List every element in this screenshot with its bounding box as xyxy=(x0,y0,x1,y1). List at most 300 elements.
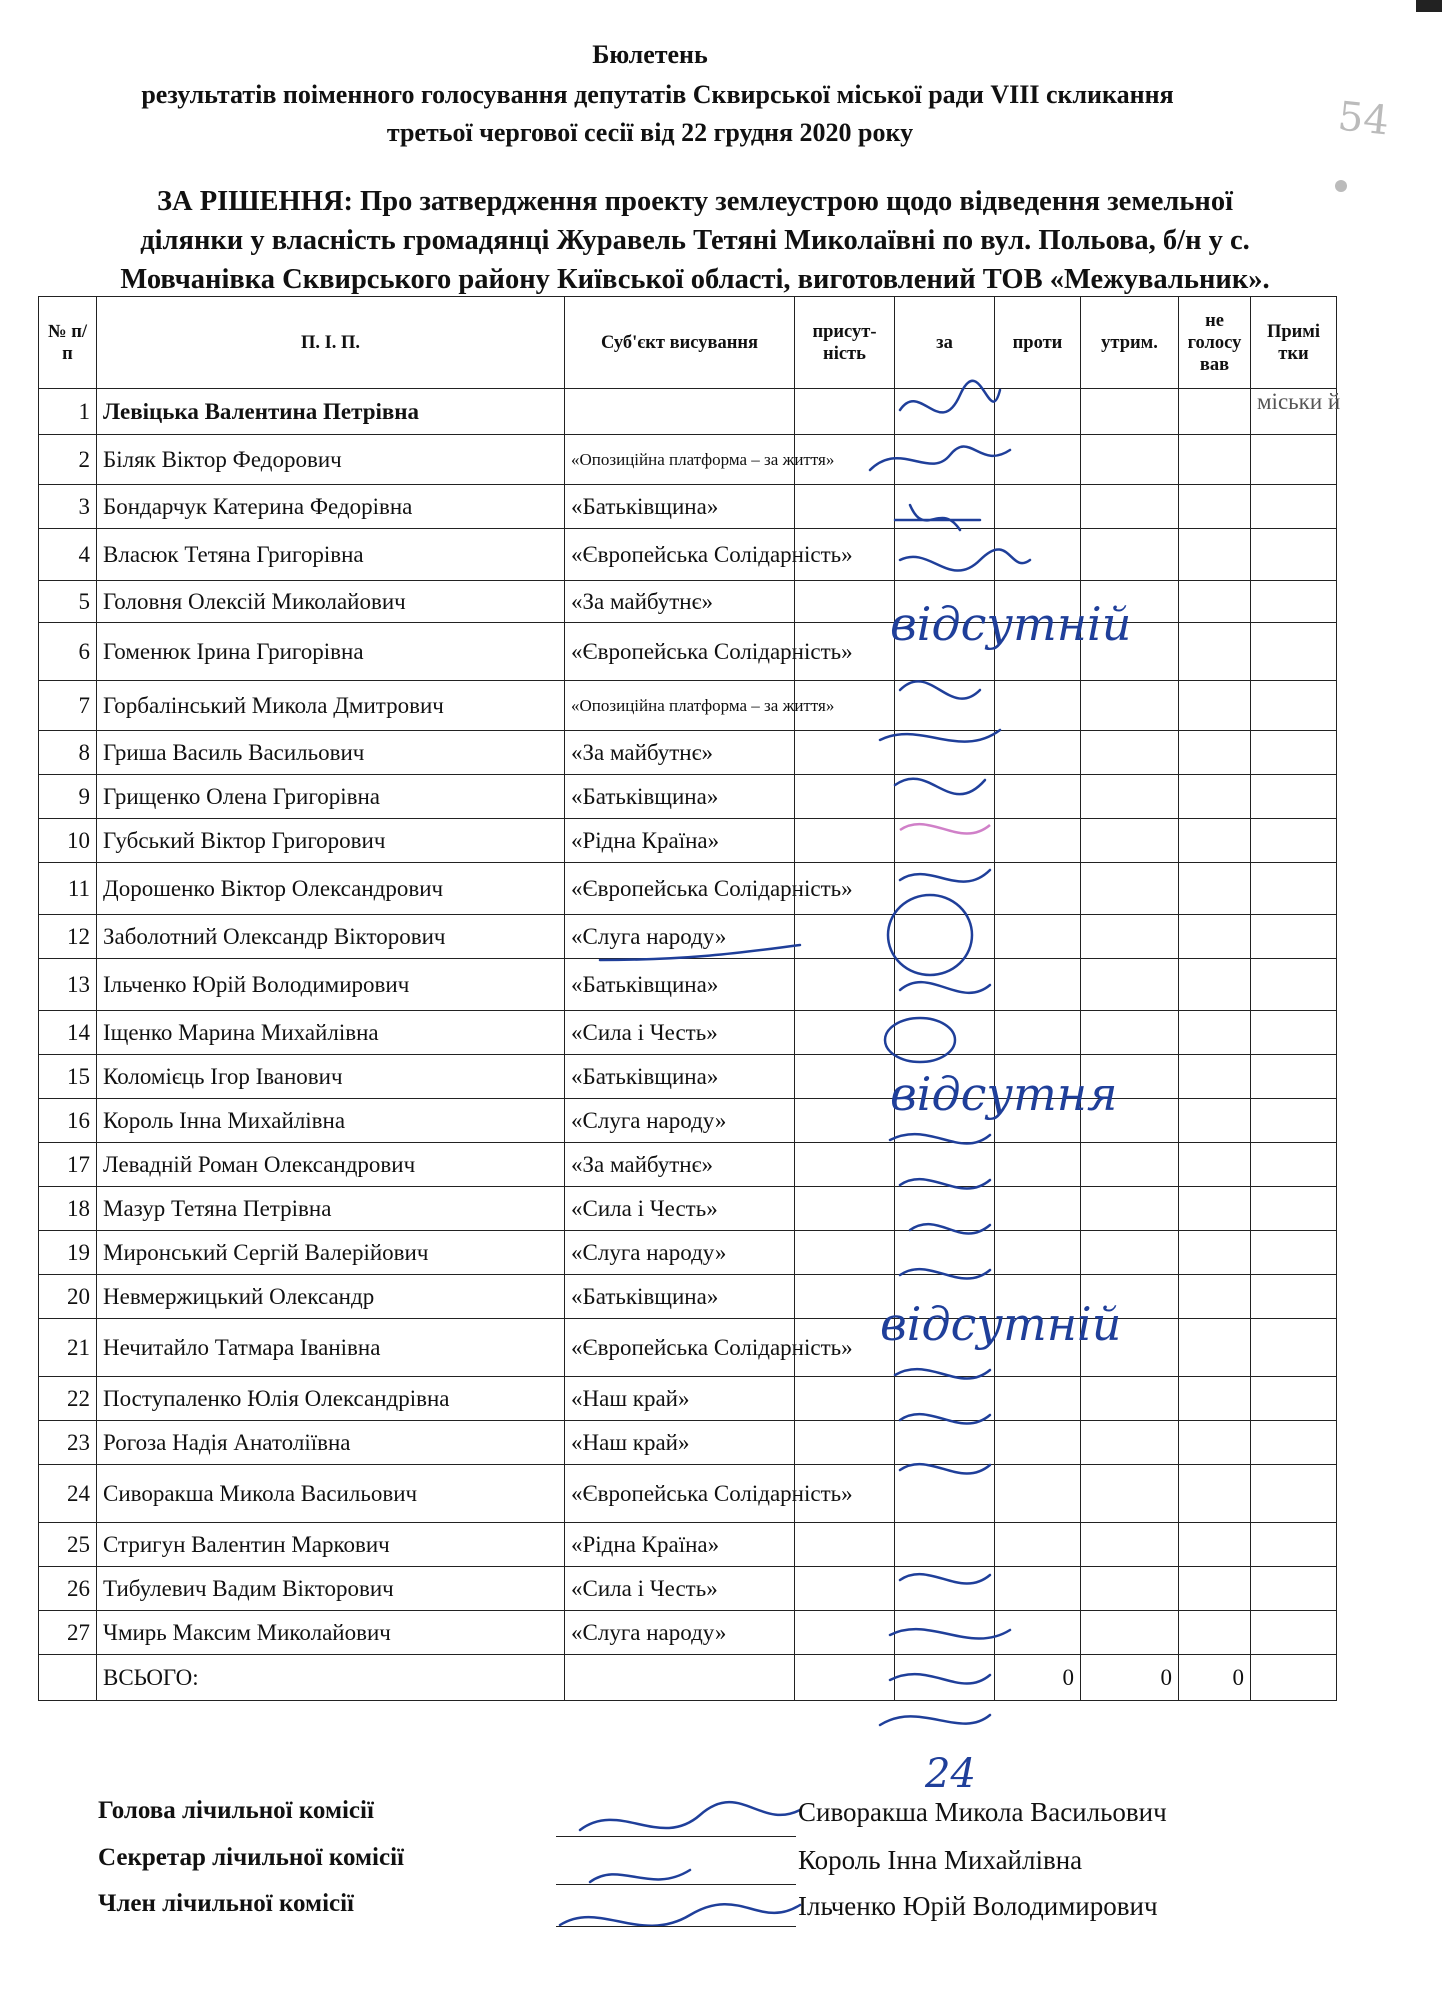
vote-cell-for xyxy=(895,529,995,581)
party: «Батьківщина» xyxy=(565,959,795,1011)
vote-cell-against xyxy=(995,623,1081,681)
vote-cell-not_voted xyxy=(1179,581,1251,623)
table-row xyxy=(39,1567,1337,1611)
vote-cell-not_voted xyxy=(1179,681,1251,731)
row-note xyxy=(1251,863,1337,915)
col-notes: Примі тки xyxy=(1251,297,1337,389)
row-number: 9 xyxy=(39,775,97,819)
row-note xyxy=(1251,775,1337,819)
vote-cell-abstain xyxy=(1081,731,1179,775)
footer-name-secretary: Король Інна Михайлівна xyxy=(798,1845,1083,1875)
vote-cell-present xyxy=(795,1143,895,1187)
party: «Батьківщина» xyxy=(565,485,795,529)
table-row xyxy=(39,485,1337,529)
party: «Європейська Солідарність» xyxy=(565,863,795,915)
party: «Опозиційна платформа – за життя» xyxy=(565,681,795,731)
handwritten-total-for: 24 xyxy=(925,1751,976,1797)
signature-line xyxy=(556,1836,796,1837)
vote-cell-for xyxy=(895,1465,995,1523)
table-row xyxy=(39,915,1337,959)
vote-cell-not_voted xyxy=(1179,1377,1251,1421)
table-row xyxy=(39,775,1337,819)
row-note xyxy=(1251,1611,1337,1655)
scan-corner-mark xyxy=(1416,0,1442,12)
table-header-row xyxy=(39,297,1337,389)
vote-cell-against xyxy=(995,1611,1081,1655)
totals-label: ВСЬОГО: xyxy=(97,1655,565,1701)
vote-cell-against xyxy=(995,1187,1081,1231)
vote-cell-against xyxy=(995,1465,1081,1523)
vote-cell-against xyxy=(995,959,1081,1011)
col-present: присут-ність xyxy=(795,297,895,389)
row-number: 4 xyxy=(39,529,97,581)
row-number: 5 xyxy=(39,581,97,623)
vote-cell-for xyxy=(895,1377,995,1421)
vote-cell-for xyxy=(895,1187,995,1231)
vote-cell-abstain xyxy=(1081,1523,1179,1567)
vote-cell-for xyxy=(895,1055,995,1099)
signature-line xyxy=(556,1926,796,1927)
row-note xyxy=(1251,1099,1337,1143)
row-note xyxy=(1251,1421,1337,1465)
vote-cell-for xyxy=(895,1567,995,1611)
vote-cell-against xyxy=(995,915,1081,959)
vote-cell-not_voted xyxy=(1179,1567,1251,1611)
vote-cell-abstain xyxy=(1081,915,1179,959)
vote-cell-against xyxy=(995,1011,1081,1055)
row-number: 7 xyxy=(39,681,97,731)
vote-cell-not_voted xyxy=(1179,1011,1251,1055)
vote-cell-abstain xyxy=(1081,389,1179,435)
vote-cell-against xyxy=(995,863,1081,915)
table-row xyxy=(39,819,1337,863)
footer-name-chair: Сиворакша Микола Васильович xyxy=(798,1797,1167,1827)
row-note xyxy=(1251,819,1337,863)
row-number: 1 xyxy=(39,389,97,435)
row-number: 19 xyxy=(39,1231,97,1275)
deputy-name: Дорошенко Віктор Олександрович xyxy=(97,863,565,915)
vote-cell-abstain xyxy=(1081,819,1179,863)
table-row xyxy=(39,1187,1337,1231)
table-row xyxy=(39,1143,1337,1187)
vote-cell-abstain xyxy=(1081,1055,1179,1099)
vote-cell-for xyxy=(895,863,995,915)
handwritten-absent-14: відсутня xyxy=(890,1067,1118,1121)
vote-cell-for xyxy=(895,435,995,485)
row-note xyxy=(1251,435,1337,485)
vote-cell-against xyxy=(995,1143,1081,1187)
vote-cell-not_voted xyxy=(1179,485,1251,529)
vote-cell-against xyxy=(995,1377,1081,1421)
party: «За майбутнє» xyxy=(565,731,795,775)
vote-cell-not_voted xyxy=(1179,1275,1251,1319)
vote-cell-not_voted xyxy=(1179,1055,1251,1099)
row-note xyxy=(1251,581,1337,623)
table-row xyxy=(39,1421,1337,1465)
party: «Слуга народу» xyxy=(565,1231,795,1275)
vote-cell-not_voted xyxy=(1179,959,1251,1011)
vote-cell-not_voted xyxy=(1179,1143,1251,1187)
vote-cell-abstain xyxy=(1081,681,1179,731)
deputy-name: Рогоза Надія Анатоліївна xyxy=(97,1421,565,1465)
vote-cell-abstain xyxy=(1081,529,1179,581)
vote-cell-against xyxy=(995,1319,1081,1377)
vote-cell-present xyxy=(795,1231,895,1275)
table-row xyxy=(39,581,1337,623)
row-number: 24 xyxy=(39,1465,97,1523)
row-number: 16 xyxy=(39,1099,97,1143)
table-row xyxy=(39,1275,1337,1319)
row-number: 2 xyxy=(39,435,97,485)
handwritten-page-number: 54 xyxy=(1335,93,1392,145)
vote-cell-not_voted xyxy=(1179,1099,1251,1143)
vote-cell-present xyxy=(795,731,895,775)
vote-cell-against xyxy=(995,529,1081,581)
vote-cell-against xyxy=(995,1099,1081,1143)
vote-cell-present xyxy=(795,1421,895,1465)
deputy-name: Іщенко Марина Михайлівна xyxy=(97,1011,565,1055)
vote-cell-for xyxy=(895,389,995,435)
row-note xyxy=(1251,1319,1337,1377)
vote-cell-for xyxy=(895,1611,995,1655)
row-note xyxy=(1251,1275,1337,1319)
vote-cell-abstain xyxy=(1081,1011,1179,1055)
document-subtitle: результатів поіменного голосування депутатів Сквирської міської ради VIII скликання xyxy=(141,80,1174,109)
table-row xyxy=(39,1611,1337,1655)
row-number: 20 xyxy=(39,1275,97,1319)
vote-cell-abstain xyxy=(1081,1187,1179,1231)
deputy-name: Коломієць Ігор Іванович xyxy=(97,1055,565,1099)
vote-cell-present xyxy=(795,485,895,529)
vote-cell-for xyxy=(895,1143,995,1187)
row-note xyxy=(1251,731,1337,775)
vote-cell-present xyxy=(795,1099,895,1143)
deputy-name: Сиворакша Микола Васильович xyxy=(97,1465,565,1523)
party: «Наш край» xyxy=(565,1421,795,1465)
vote-cell-abstain xyxy=(1081,623,1179,681)
vote-cell-for xyxy=(895,681,995,731)
vote-cell-present xyxy=(795,1187,895,1231)
vote-cell-present xyxy=(795,959,895,1011)
row-number: 27 xyxy=(39,1611,97,1655)
vote-cell-not_voted xyxy=(1179,1319,1251,1377)
vote-cell-against xyxy=(995,775,1081,819)
total-abstain: 0 xyxy=(1081,1655,1179,1701)
col-num: № п/п xyxy=(39,297,97,389)
table-row xyxy=(39,863,1337,915)
handwritten-absent-5: відсутній xyxy=(890,597,1132,651)
party: «Європейська Солідарність» xyxy=(565,1319,795,1377)
row-number: 12 xyxy=(39,915,97,959)
table-row xyxy=(39,1011,1337,1055)
table-row xyxy=(39,1523,1337,1567)
party: «Європейська Солідарність» xyxy=(565,1465,795,1523)
party xyxy=(565,389,795,435)
deputy-name: Ільченко Юрій Володимирович xyxy=(97,959,565,1011)
vote-cell-abstain xyxy=(1081,1421,1179,1465)
row-note xyxy=(1251,1377,1337,1421)
deputy-name: Чмирь Максим Миколайович xyxy=(97,1611,565,1655)
signature-line xyxy=(556,1884,796,1885)
party: «Сила і Честь» xyxy=(565,1567,795,1611)
vote-cell-abstain xyxy=(1081,959,1179,1011)
deputy-name: Тибулевич Вадим Вікторович xyxy=(97,1567,565,1611)
deputy-name: Мазур Тетяна Петрівна xyxy=(97,1187,565,1231)
deputy-name: Нечитайло Татмара Іванівна xyxy=(97,1319,565,1377)
vote-cell-not_voted xyxy=(1179,775,1251,819)
party: «За майбутнє» xyxy=(565,581,795,623)
party: «Наш край» xyxy=(565,1377,795,1421)
row-note xyxy=(1251,1523,1337,1567)
row-note xyxy=(1251,623,1337,681)
vote-cell-present xyxy=(795,1275,895,1319)
row-note xyxy=(1251,1011,1337,1055)
table-row xyxy=(39,681,1337,731)
vote-cell-present xyxy=(795,581,895,623)
vote-cell-against xyxy=(995,581,1081,623)
col-name: П. І. П. xyxy=(97,297,565,389)
deputy-name: Король Інна Михайлівна xyxy=(97,1099,565,1143)
vote-cell-for xyxy=(895,1421,995,1465)
table-row xyxy=(39,959,1337,1011)
vote-cell-abstain xyxy=(1081,1377,1179,1421)
row-number: 11 xyxy=(39,863,97,915)
party: «Слуга народу» xyxy=(565,1611,795,1655)
col-against: проти xyxy=(995,297,1081,389)
vote-cell-against xyxy=(995,435,1081,485)
table-row xyxy=(39,1319,1337,1377)
vote-cell-present xyxy=(795,1055,895,1099)
vote-cell-present xyxy=(795,1611,895,1655)
footer-name-member: Ільченко Юрій Володимирович xyxy=(798,1891,1158,1921)
deputy-name: Головня Олексій Миколайович xyxy=(97,581,565,623)
vote-cell-present xyxy=(795,1567,895,1611)
vote-cell-present xyxy=(795,775,895,819)
row-note xyxy=(1251,1143,1337,1187)
deputy-name: Горбалінський Микола Дмитрович xyxy=(97,681,565,731)
row-note xyxy=(1251,1567,1337,1611)
vote-cell-for xyxy=(895,1319,995,1377)
table-row xyxy=(39,1231,1337,1275)
table-row xyxy=(39,1055,1337,1099)
row-note xyxy=(1251,1231,1337,1275)
vote-cell-abstain xyxy=(1081,581,1179,623)
totals-row xyxy=(39,1655,1337,1701)
vote-cell-abstain xyxy=(1081,1319,1179,1377)
deputy-name: Біляк Віктор Федорович xyxy=(97,435,565,485)
vote-cell-against xyxy=(995,1567,1081,1611)
vote-cell-present xyxy=(795,915,895,959)
vote-cell-not_voted xyxy=(1179,529,1251,581)
deputy-name: Поступаленко Юлія Олександрівна xyxy=(97,1377,565,1421)
vote-cell-not_voted xyxy=(1179,1187,1251,1231)
vote-cell-for xyxy=(895,731,995,775)
row-note: міськи й xyxy=(1251,389,1337,435)
party: «Батьківщина» xyxy=(565,1055,795,1099)
total-against: 0 xyxy=(995,1655,1081,1701)
signature-mark xyxy=(880,1715,990,1725)
vote-cell-present xyxy=(795,1523,895,1567)
deputy-name: Гоменюк Ірина Григорівна xyxy=(97,623,565,681)
deputy-name: Невмержицький Олександр xyxy=(97,1275,565,1319)
vote-cell-not_voted xyxy=(1179,389,1251,435)
vote-cell-not_voted xyxy=(1179,1611,1251,1655)
party: «Слуга народу» xyxy=(565,915,795,959)
footer-signature xyxy=(580,1802,800,1830)
col-not-voted: не голосу вав xyxy=(1179,297,1251,389)
vote-cell-not_voted xyxy=(1179,623,1251,681)
vote-cell-abstain xyxy=(1081,1231,1179,1275)
col-party: Суб'єкт висування xyxy=(565,297,795,389)
party: «Батьківщина» xyxy=(565,1275,795,1319)
row-number: 22 xyxy=(39,1377,97,1421)
vote-cell-present xyxy=(795,1377,895,1421)
vote-cell-not_voted xyxy=(1179,435,1251,485)
table-row xyxy=(39,1465,1337,1523)
vote-cell-abstain xyxy=(1081,863,1179,915)
deputy-name: Грищенко Олена Григорівна xyxy=(97,775,565,819)
party: «Європейська Солідарність» xyxy=(565,623,795,681)
vote-cell-present xyxy=(795,389,895,435)
row-number: 23 xyxy=(39,1421,97,1465)
row-number: 17 xyxy=(39,1143,97,1187)
vote-cell-for xyxy=(895,819,995,863)
row-note xyxy=(1251,681,1337,731)
vote-cell-against xyxy=(995,731,1081,775)
decision-line-3: Мовчанівка Сквирського району Київської області, виготовлений ТОВ «Межувальник». xyxy=(120,264,1270,295)
row-number: 10 xyxy=(39,819,97,863)
vote-cell-against xyxy=(995,1231,1081,1275)
vote-cell-abstain xyxy=(1081,1275,1179,1319)
table-row xyxy=(39,731,1337,775)
vote-cell-not_voted xyxy=(1179,819,1251,863)
row-note xyxy=(1251,485,1337,529)
handwritten-absent-19: відсутній xyxy=(880,1297,1122,1351)
vote-cell-abstain xyxy=(1081,435,1179,485)
party: «Опозиційна платформа – за життя» xyxy=(565,435,795,485)
table-row xyxy=(39,1377,1337,1421)
decision-line-2: ділянки у власність громадянці Журавель Тетяні Миколаївні по вул. Польова, б/н у с. xyxy=(140,225,1250,256)
deputy-name: Бондарчук Катерина Федорівна xyxy=(97,485,565,529)
vote-cell-present xyxy=(795,819,895,863)
row-number: 8 xyxy=(39,731,97,775)
vote-cell-for xyxy=(895,1231,995,1275)
vote-cell-against xyxy=(995,1523,1081,1567)
vote-cell-for xyxy=(895,1523,995,1567)
party: «Батьківщина» xyxy=(565,775,795,819)
vote-cell-abstain xyxy=(1081,775,1179,819)
table-row xyxy=(39,389,1337,435)
vote-cell-not_voted xyxy=(1179,915,1251,959)
vote-cell-for xyxy=(895,485,995,529)
row-note xyxy=(1251,1465,1337,1523)
row-note xyxy=(1251,1055,1337,1099)
row-note xyxy=(1251,529,1337,581)
footer-role-chair: Голова лічильної комісії xyxy=(98,1797,374,1824)
col-abstain: утрим. xyxy=(1081,297,1179,389)
vote-cell-for xyxy=(895,581,995,623)
vote-cell-not_voted xyxy=(1179,1421,1251,1465)
vote-cell-for xyxy=(895,1099,995,1143)
vote-cell-against xyxy=(995,1055,1081,1099)
row-number: 25 xyxy=(39,1523,97,1567)
vote-cell-not_voted xyxy=(1179,863,1251,915)
party: «За майбутнє» xyxy=(565,1143,795,1187)
deputy-name: Стригун Валентин Маркович xyxy=(97,1523,565,1567)
row-number: 26 xyxy=(39,1567,97,1611)
vote-cell-for xyxy=(895,959,995,1011)
vote-cell-not_voted xyxy=(1179,1231,1251,1275)
deputy-name: Власюк Тетяна Григорівна xyxy=(97,529,565,581)
table-row xyxy=(39,623,1337,681)
footer-signature xyxy=(590,1870,690,1882)
col-for: за xyxy=(895,297,995,389)
row-note xyxy=(1251,915,1337,959)
party: «Європейська Солідарність» xyxy=(565,529,795,581)
vote-cell-for xyxy=(895,1275,995,1319)
deputy-name: Заболотний Олександр Вікторович xyxy=(97,915,565,959)
row-note xyxy=(1251,1187,1337,1231)
footer-role-member: Член лічильної комісії xyxy=(98,1890,355,1917)
vote-cell-abstain xyxy=(1081,1099,1179,1143)
session-line: третьої чергової сесії від 22 грудня 2020 року xyxy=(386,118,914,147)
footer-signature xyxy=(560,1904,800,1926)
vote-cell-against xyxy=(995,1421,1081,1465)
row-number: 6 xyxy=(39,623,97,681)
table-row xyxy=(39,529,1337,581)
vote-cell-abstain xyxy=(1081,485,1179,529)
row-number: 3 xyxy=(39,485,97,529)
party: «Рідна Країна» xyxy=(565,819,795,863)
decision-line-1: ЗА РІШЕННЯ: Про затвердження проекту землеустрою щодо відведення земельної xyxy=(156,186,1234,217)
row-number: 13 xyxy=(39,959,97,1011)
row-number: 14 xyxy=(39,1011,97,1055)
vote-cell-not_voted xyxy=(1179,731,1251,775)
party: «Рідна Країна» xyxy=(565,1523,795,1567)
vote-cell-for xyxy=(895,623,995,681)
vote-cell-not_voted xyxy=(1179,1523,1251,1567)
vote-cell-for xyxy=(895,775,995,819)
deputy-name: Левіцька Валентина Петрівна xyxy=(97,389,565,435)
vote-cell-abstain xyxy=(1081,1143,1179,1187)
vote-cell-abstain xyxy=(1081,1465,1179,1523)
row-number: 15 xyxy=(39,1055,97,1099)
footer-role-secretary: Секретар лічильної комісії xyxy=(98,1844,404,1871)
deputy-name: Гриша Василь Васильович xyxy=(97,731,565,775)
row-number: 18 xyxy=(39,1187,97,1231)
vote-cell-present xyxy=(795,1011,895,1055)
vote-cell-for xyxy=(895,1011,995,1055)
vote-table xyxy=(38,296,1341,1701)
row-note xyxy=(1251,959,1337,1011)
vote-cell-abstain xyxy=(1081,1611,1179,1655)
party: «Сила і Честь» xyxy=(565,1011,795,1055)
row-number: 21 xyxy=(39,1319,97,1377)
table-row xyxy=(39,435,1337,485)
vote-cell-against xyxy=(995,681,1081,731)
table-row xyxy=(39,1099,1337,1143)
total-not-voted: 0 xyxy=(1179,1655,1251,1701)
vote-cell-not_voted xyxy=(1179,1465,1251,1523)
vote-cell-for xyxy=(895,915,995,959)
document-title: Бюлетень xyxy=(592,40,708,69)
vote-cell-against xyxy=(995,389,1081,435)
deputy-name: Губський Віктор Григорович xyxy=(97,819,565,863)
vote-cell-against xyxy=(995,1275,1081,1319)
party: «Слуга народу» xyxy=(565,1099,795,1143)
deputy-name: Левадній Роман Олександрович xyxy=(97,1143,565,1187)
vote-cell-against xyxy=(995,485,1081,529)
